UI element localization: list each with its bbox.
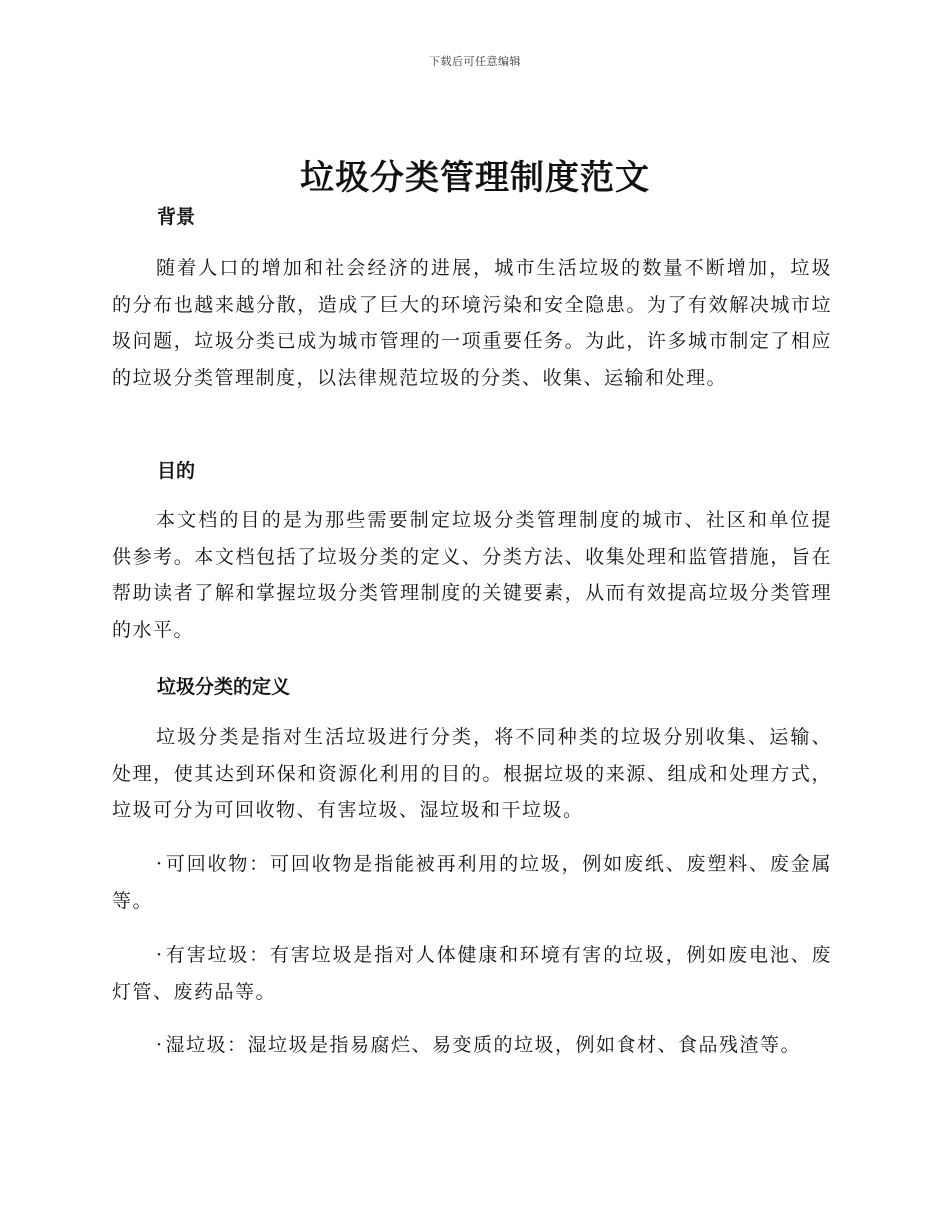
list-item-text: 湿垃圾：湿垃圾是指易腐烂、易变质的垃圾，例如食材、食品残渣等。	[165, 1034, 802, 1056]
paragraph-definition: 垃圾分类是指对生活垃圾进行分类，将不同种类的垃圾分别收集、运输、处理，使其达到环保和资源化利用的目的。根据垃圾的来源、组成和处理方式，垃圾可分为可回收物、有害垃圾、湿垃圾和干垃圾。	[112, 726, 832, 822]
list-item-recyclable	[112, 846, 832, 919]
paragraph-background: 随着人口的增加和社会经济的进展，城市生活垃圾的数量不断增加，垃圾的分布也越来越分散，造成了巨大的环境污染和安全隐患。为了有效解决城市垃圾问题，垃圾分类已成为城市管理的一项重要任务。为此，许多城市制定了相应的垃圾分类管理制度，以法律规范垃圾的分类、收集、运输和处理。	[112, 257, 832, 389]
page-header-note: 下载后可任意编辑	[429, 55, 521, 68]
section-heading-definition: 垃圾分类的定义	[157, 676, 291, 698]
section-heading-background: 背景	[157, 206, 196, 228]
bullet-dot-icon: ·	[156, 944, 164, 966]
list-item-wet-waste	[112, 1027, 832, 1064]
list-item-text: 有害垃圾：有害垃圾是指对人体健康和环境有害的垃圾，例如废电池、废灯管、废药品等。	[112, 944, 832, 1003]
document-title: 垃圾分类管理制度范文	[300, 158, 650, 198]
paragraph-purpose: 本文档的目的是为那些需要制定垃圾分类管理制度的城市、社区和单位提供参考。本文档包括了垃圾分类的定义、分类方法、收集处理和监管措施，旨在帮助读者了解和掌握垃圾分类管理制度的关键要素，从而有效提高垃圾分类管理的水平。	[112, 509, 832, 641]
list-item-text: 可回收物：可回收物是指能被再利用的垃圾，例如废纸、废塑料、废金属等。	[112, 853, 832, 912]
bullet-dot-icon: ·	[156, 853, 164, 875]
bullet-dot-icon: ·	[156, 1034, 164, 1056]
section-heading-purpose: 目的	[157, 460, 196, 482]
list-item-hazardous	[112, 937, 832, 1010]
